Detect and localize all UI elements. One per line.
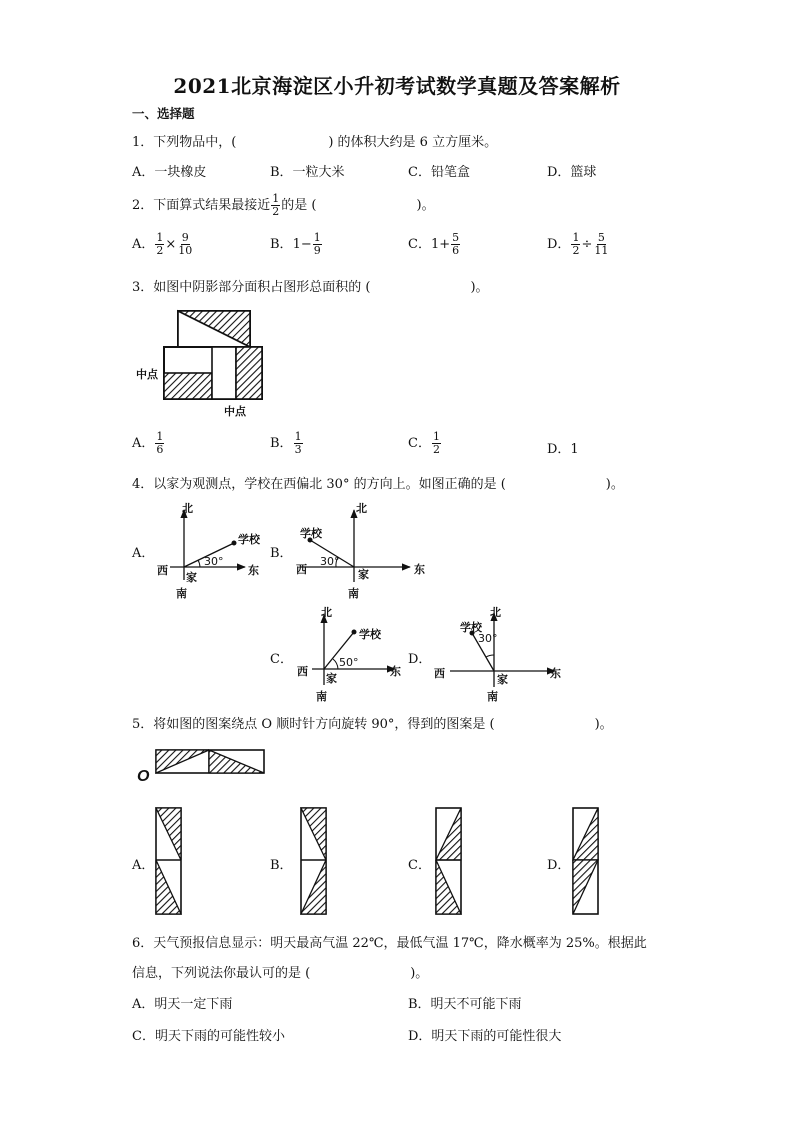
q4-option-c-diagram	[290, 605, 410, 705]
q5-option-d[interactable]: D．	[547, 858, 571, 873]
q3-option-b[interactable]: B． $\frac{1}{3}$	[270, 430, 302, 456]
q3-midpoint-label-left: 中点	[136, 368, 158, 381]
q2-text: 2．下面算式结果最接近	[132, 198, 271, 213]
question-2	[132, 193, 435, 218]
q4c-angle-label: 50°	[339, 656, 359, 669]
q4a-east-label: 东	[248, 564, 259, 577]
q4b-south-label: 南	[348, 587, 359, 600]
q6-option-d[interactable]: D．明天下雨的可能性很大	[408, 1029, 562, 1044]
question-6: 6．天气预报信息显示：明天最高气温 22℃，最低气温 17℃，降水概率为 25%。根据此	[132, 936, 647, 951]
q3-text: 3．如图中阴影部分面积占图形总面积的 (	[132, 280, 371, 295]
q4d-home-label: 家	[497, 673, 508, 686]
section-heading: 一、选择题	[132, 106, 195, 121]
q2-text-end: )。	[416, 198, 435, 213]
q4d-school-label: 学校	[460, 621, 482, 634]
q4c-west-label: 西	[297, 665, 308, 678]
q4a-school-label: 学校	[238, 533, 260, 546]
q4-option-c[interactable]: C．	[270, 652, 293, 667]
q4b-school-label: 学校	[300, 527, 322, 540]
question-5	[132, 713, 613, 732]
q4a-south-label: 南	[176, 587, 187, 600]
q4a-angle-label: 30°	[204, 555, 224, 568]
q3-option-c[interactable]: C． $\frac{1}{2}$	[408, 430, 440, 456]
q4b-north-label: 北	[356, 502, 367, 515]
q3-midpoint-label-bottom: 中点	[224, 405, 246, 418]
q4-option-d[interactable]: D．	[408, 652, 432, 667]
q5-option-c-figure	[435, 807, 463, 917]
q4-option-b[interactable]: B．	[270, 546, 293, 561]
q1-option-a[interactable]: A．一块橡皮	[132, 165, 207, 180]
q4c-east-label: 东	[390, 665, 401, 678]
q5-option-d-figure	[572, 807, 600, 917]
q1-option-d[interactable]: D．篮球	[547, 165, 597, 180]
q5-option-a[interactable]: A．	[132, 858, 155, 873]
q5-option-b-figure	[300, 807, 328, 917]
q2-option-c[interactable]: C．1+ $\frac{5}{6}$	[408, 231, 460, 257]
q5-option-c[interactable]: C．	[408, 858, 431, 873]
q2-option-d[interactable]: D． $\frac{1}{2}$ ÷ $\frac{5}{11}$	[547, 231, 609, 257]
q2-option-b[interactable]: B．1− $\frac{1}{9}$	[270, 231, 321, 257]
q4c-home-label: 家	[326, 672, 337, 685]
q6-option-a[interactable]: A．明天一定下雨	[132, 997, 233, 1012]
q5-text: 5．将如图的图案绕点 O 顺时针方向旋转 90°，得到的图案是 (	[132, 717, 495, 732]
q4-text-end: )。	[605, 477, 624, 492]
q5-option-b[interactable]: B．	[270, 858, 293, 873]
q4c-north-label: 北	[321, 606, 332, 619]
q3-figure	[130, 305, 270, 415]
q5-text-end: )。	[594, 717, 613, 732]
q4c-school-label: 学校	[359, 628, 381, 641]
page-title: 2021北京海淀区小升初考试数学真题及答案解析	[173, 74, 621, 98]
question-4	[132, 473, 624, 492]
q4b-west-label: 西	[296, 563, 307, 576]
q2-option-a[interactable]: A． $\frac{1}{2}$ × $\frac{9}{10}$	[132, 231, 193, 257]
q4a-home-label: 家	[186, 571, 197, 584]
q4d-angle-label: 30°	[478, 632, 498, 645]
q4b-angle-label: 30°	[320, 555, 340, 568]
q3-option-a[interactable]: A． $\frac{1}{6}$	[132, 430, 164, 456]
q4a-north-label: 北	[182, 502, 193, 515]
q5-original-figure	[155, 749, 267, 775]
q4a-west-label: 西	[157, 564, 168, 577]
q2-half-fraction: $\frac{1}{2}$	[272, 192, 280, 218]
q4b-home-label: 家	[358, 568, 369, 581]
q4b-east-label: 东	[414, 563, 425, 576]
q4d-north-label: 北	[490, 606, 501, 619]
q1-option-b[interactable]: B．一粒大米	[270, 165, 345, 180]
q4d-east-label: 东	[550, 667, 561, 680]
question-6-line2: 信息，下列说法你最认可的是 ( )。	[132, 966, 429, 981]
q1-option-c[interactable]: C．铅笔盒	[408, 165, 470, 180]
question-3	[132, 276, 489, 295]
question-1	[132, 131, 497, 150]
q4-text: 4．以家为观测点，学校在西偏北 30° 的方向上。如图正确的是 (	[132, 477, 506, 492]
q1-text-end: ) 的体积大约是 6 立方厘米。	[328, 135, 498, 150]
q5-point-o: O	[137, 768, 150, 785]
q4-option-a-diagram	[150, 500, 260, 600]
q4d-south-label: 南	[487, 690, 498, 703]
q6-option-c[interactable]: C．明天下雨的可能性较小	[132, 1029, 285, 1044]
q6-option-b[interactable]: B．明天不可能下雨	[408, 997, 522, 1012]
q4d-west-label: 西	[434, 667, 445, 680]
q1-text: 1．下列物品中，(	[132, 135, 237, 150]
q5-option-a-figure	[155, 807, 183, 917]
q3-option-d[interactable]: D．1	[547, 442, 579, 457]
q2-text-mid: 的是 (	[281, 198, 317, 213]
q4-option-a[interactable]: A．	[132, 546, 155, 561]
q4c-south-label: 南	[316, 690, 327, 703]
q3-text-end: )。	[470, 280, 489, 295]
